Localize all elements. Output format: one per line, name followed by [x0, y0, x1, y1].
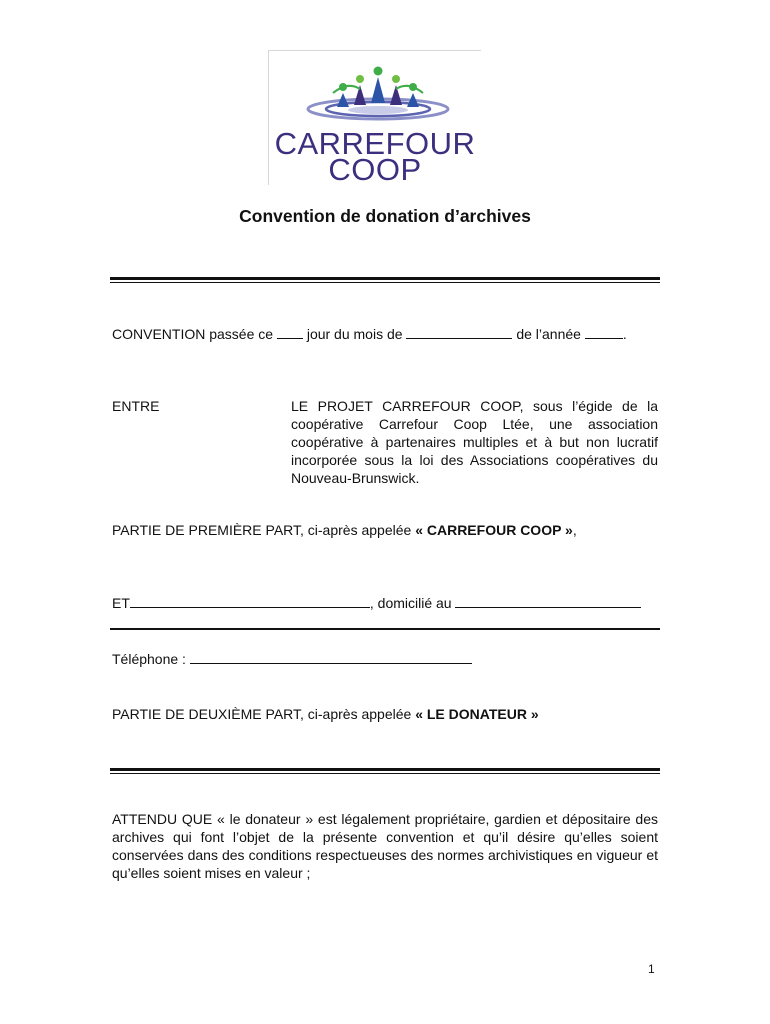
telephone-label: Téléphone : [112, 651, 190, 667]
convention-text-3: de l’année [512, 326, 585, 342]
divider-middle [110, 628, 660, 630]
logo-people-icon [303, 63, 453, 127]
convention-text-2: jour du mois de [302, 326, 407, 342]
et-line [112, 594, 672, 612]
day-blank[interactable] [277, 326, 303, 339]
attendu-paragraph: ATTENDU QUE « le donateur » est légalement propriétaire, gardien et dépositaire des archives qui font l’objet de la présente convention et qu’il désire qu’elles soient conservées dans des conditions respectueuses des normes archivistiques en vigueur et qu’elles soient mises en valeur ; [112, 811, 658, 881]
year-blank[interactable] [585, 326, 623, 339]
carrefour-coop-logo [268, 50, 481, 185]
telephone-blank[interactable] [190, 651, 472, 664]
divider-double-top-2 [110, 768, 660, 771]
convention-line [112, 325, 672, 343]
divider-double-bottom [110, 282, 660, 283]
partie-premiere-line [112, 521, 672, 539]
convention-text-1: CONVENTION passée ce [112, 326, 277, 342]
month-blank[interactable] [406, 326, 512, 339]
address-blank[interactable] [455, 595, 641, 608]
logo-word-carrefour: CARREFOUR [274, 126, 476, 161]
entre-label: ENTRE [112, 398, 160, 414]
partie-deuxieme-line [112, 705, 672, 723]
partie1-name: « CARREFOUR COOP » [415, 522, 573, 538]
page-number: 1 [648, 962, 655, 976]
donor-name-blank[interactable] [130, 595, 370, 608]
domicile-label: , domicilié au [369, 595, 456, 611]
partie1-prefix: PARTIE DE PREMIÈRE PART, ci-après appelée [112, 522, 416, 538]
partie1-suffix: , [572, 522, 577, 538]
partie2-prefix: PARTIE DE DEUXIÈME PART, ci-après appelée [112, 706, 416, 722]
entre-description: LE PROJET CARREFOUR COOP, sous l’égide de la coopérative Carrefour Coop Ltée, une association coopérative à partenaires multiples et à but non lucratif incorporée sous la loi des Associations coopératives du Nouveau-Brunswick. [291, 398, 658, 486]
telephone-line [112, 650, 672, 668]
logo-word-coop: COOP [328, 152, 422, 187]
divider-double-bottom-2 [110, 773, 660, 774]
et-label: ET [112, 595, 130, 611]
convention-text-4: . [622, 326, 627, 342]
partie2-name: « LE DONATEUR » [415, 706, 539, 722]
document-title: Convention de donation d’archives [239, 206, 531, 226]
divider-double-top [110, 277, 660, 280]
